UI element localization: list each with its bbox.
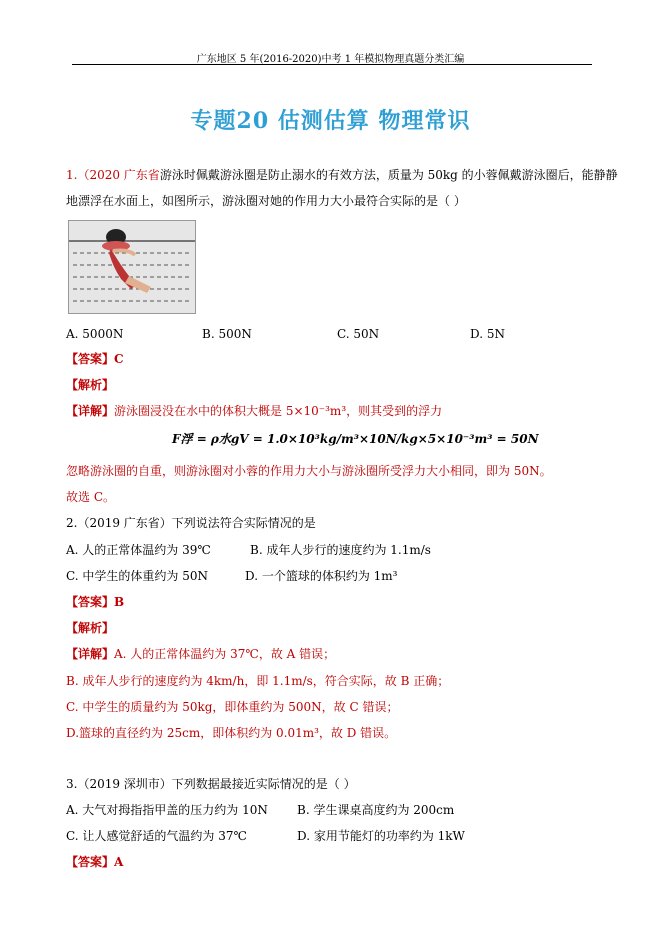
q1-detail-text: 游泳圈浸没在水中的体积大概是 5×10⁻³m³，则其受到的浮力 bbox=[114, 404, 443, 418]
q1-answer-label: 【答案】 bbox=[66, 352, 115, 366]
q1-answer-value: C bbox=[114, 352, 124, 366]
q2-stem: 2.（2019 广东省）下列说法符合实际情况的是 bbox=[66, 516, 316, 530]
swimmer-figure bbox=[68, 220, 196, 314]
q2-detail-line4: D.篮球的直径约为 25cm，即体积约为 0.01m³，故 D 错误。 bbox=[66, 726, 397, 740]
q2-answer-value: B bbox=[114, 595, 125, 609]
q3-answer-label: 【答案】 bbox=[66, 855, 115, 869]
q3-option-c: C. 让人感觉舒适的气温约为 37℃ bbox=[66, 829, 247, 843]
q2-answer bbox=[66, 593, 124, 610]
q1-stem-text: 游泳时佩戴游泳圈是防止溺水的有效方法，质量为 50kg 的小蓉佩戴游泳圈后，能静静 bbox=[159, 168, 618, 182]
q2-detail-line2: B. 成年人步行的速度约为 4km/h，即 1.1m/s，符合实际，故 B 正确； bbox=[66, 674, 450, 688]
q1-detail-line2: 忽略游泳圈的自重，则游泳圈对小蓉的作用力大小与游泳圈所受浮力大小相同，即为 50N。 bbox=[66, 464, 552, 478]
q2-option-c: C. 中学生的体重约为 50N bbox=[66, 569, 208, 583]
q1-option-b: B. 500N bbox=[202, 327, 252, 341]
q2-answer-label: 【答案】 bbox=[66, 595, 115, 609]
q2-detail-label: 【详解】 bbox=[66, 647, 115, 661]
q1-analysis-label: 【解析】 bbox=[66, 378, 115, 392]
q2-detail-text: A. 人的正常体温约为 37℃，故 A 错误； bbox=[114, 647, 336, 661]
page-title: 专题20 估测估算 物理常识 bbox=[190, 108, 471, 134]
page-header: 广东地区 5 年(2016-2020)中考 1 年模拟物理真题分类汇编 bbox=[196, 54, 465, 65]
swimmer-illustration bbox=[69, 221, 195, 313]
q1-stem-line1 bbox=[66, 166, 618, 183]
q3-option-a: A. 大气对拇指指甲盖的压力约为 10N bbox=[66, 803, 268, 817]
q1-detail-line1 bbox=[66, 402, 442, 419]
q2-option-b: B. 成年人步行的速度约为 1.1m/s bbox=[250, 543, 431, 557]
q1-prefix: 1.（2020 广东省 bbox=[66, 168, 160, 182]
q2-detail-line3: C. 中学生的质量约为 50kg，即体重约为 500N，故 C 错误； bbox=[66, 700, 399, 714]
q2-option-a: A. 人的正常体温约为 39℃ bbox=[66, 543, 211, 557]
q1-detail-line3: 故选 C。 bbox=[66, 490, 115, 504]
q1-detail-label: 【详解】 bbox=[66, 404, 115, 418]
q1-stem-line2: 地漂浮在水面上，如图所示，游泳圈对她的作用力大小最符合实际的是（ ） bbox=[66, 194, 466, 208]
q3-option-b: B. 学生课桌高度约为 200cm bbox=[297, 803, 455, 817]
q2-analysis-label: 【解析】 bbox=[66, 621, 115, 635]
q3-option-d: D. 家用节能灯的功率约为 1kW bbox=[297, 829, 465, 843]
q1-buoyancy-formula: F浮 = ρ水gV = 1.0×10³kg/m³×10N/kg×5×10⁻³m³ = 50N bbox=[172, 432, 539, 446]
q1-option-d: D. 5N bbox=[470, 327, 505, 341]
q1-option-c: C. 50N bbox=[337, 327, 380, 341]
q2-option-d: D. 一个篮球的体积约为 1m³ bbox=[245, 569, 398, 583]
q3-stem: 3.（2019 深圳市）下列数据最接近实际情况的是（ ） bbox=[66, 777, 356, 791]
q3-answer-value: A bbox=[114, 855, 124, 869]
q1-option-a: A. 5000N bbox=[66, 327, 124, 341]
q1-answer bbox=[66, 350, 124, 367]
q2-detail-line1 bbox=[66, 645, 335, 662]
q3-answer bbox=[66, 853, 123, 870]
header-rule bbox=[72, 64, 592, 65]
